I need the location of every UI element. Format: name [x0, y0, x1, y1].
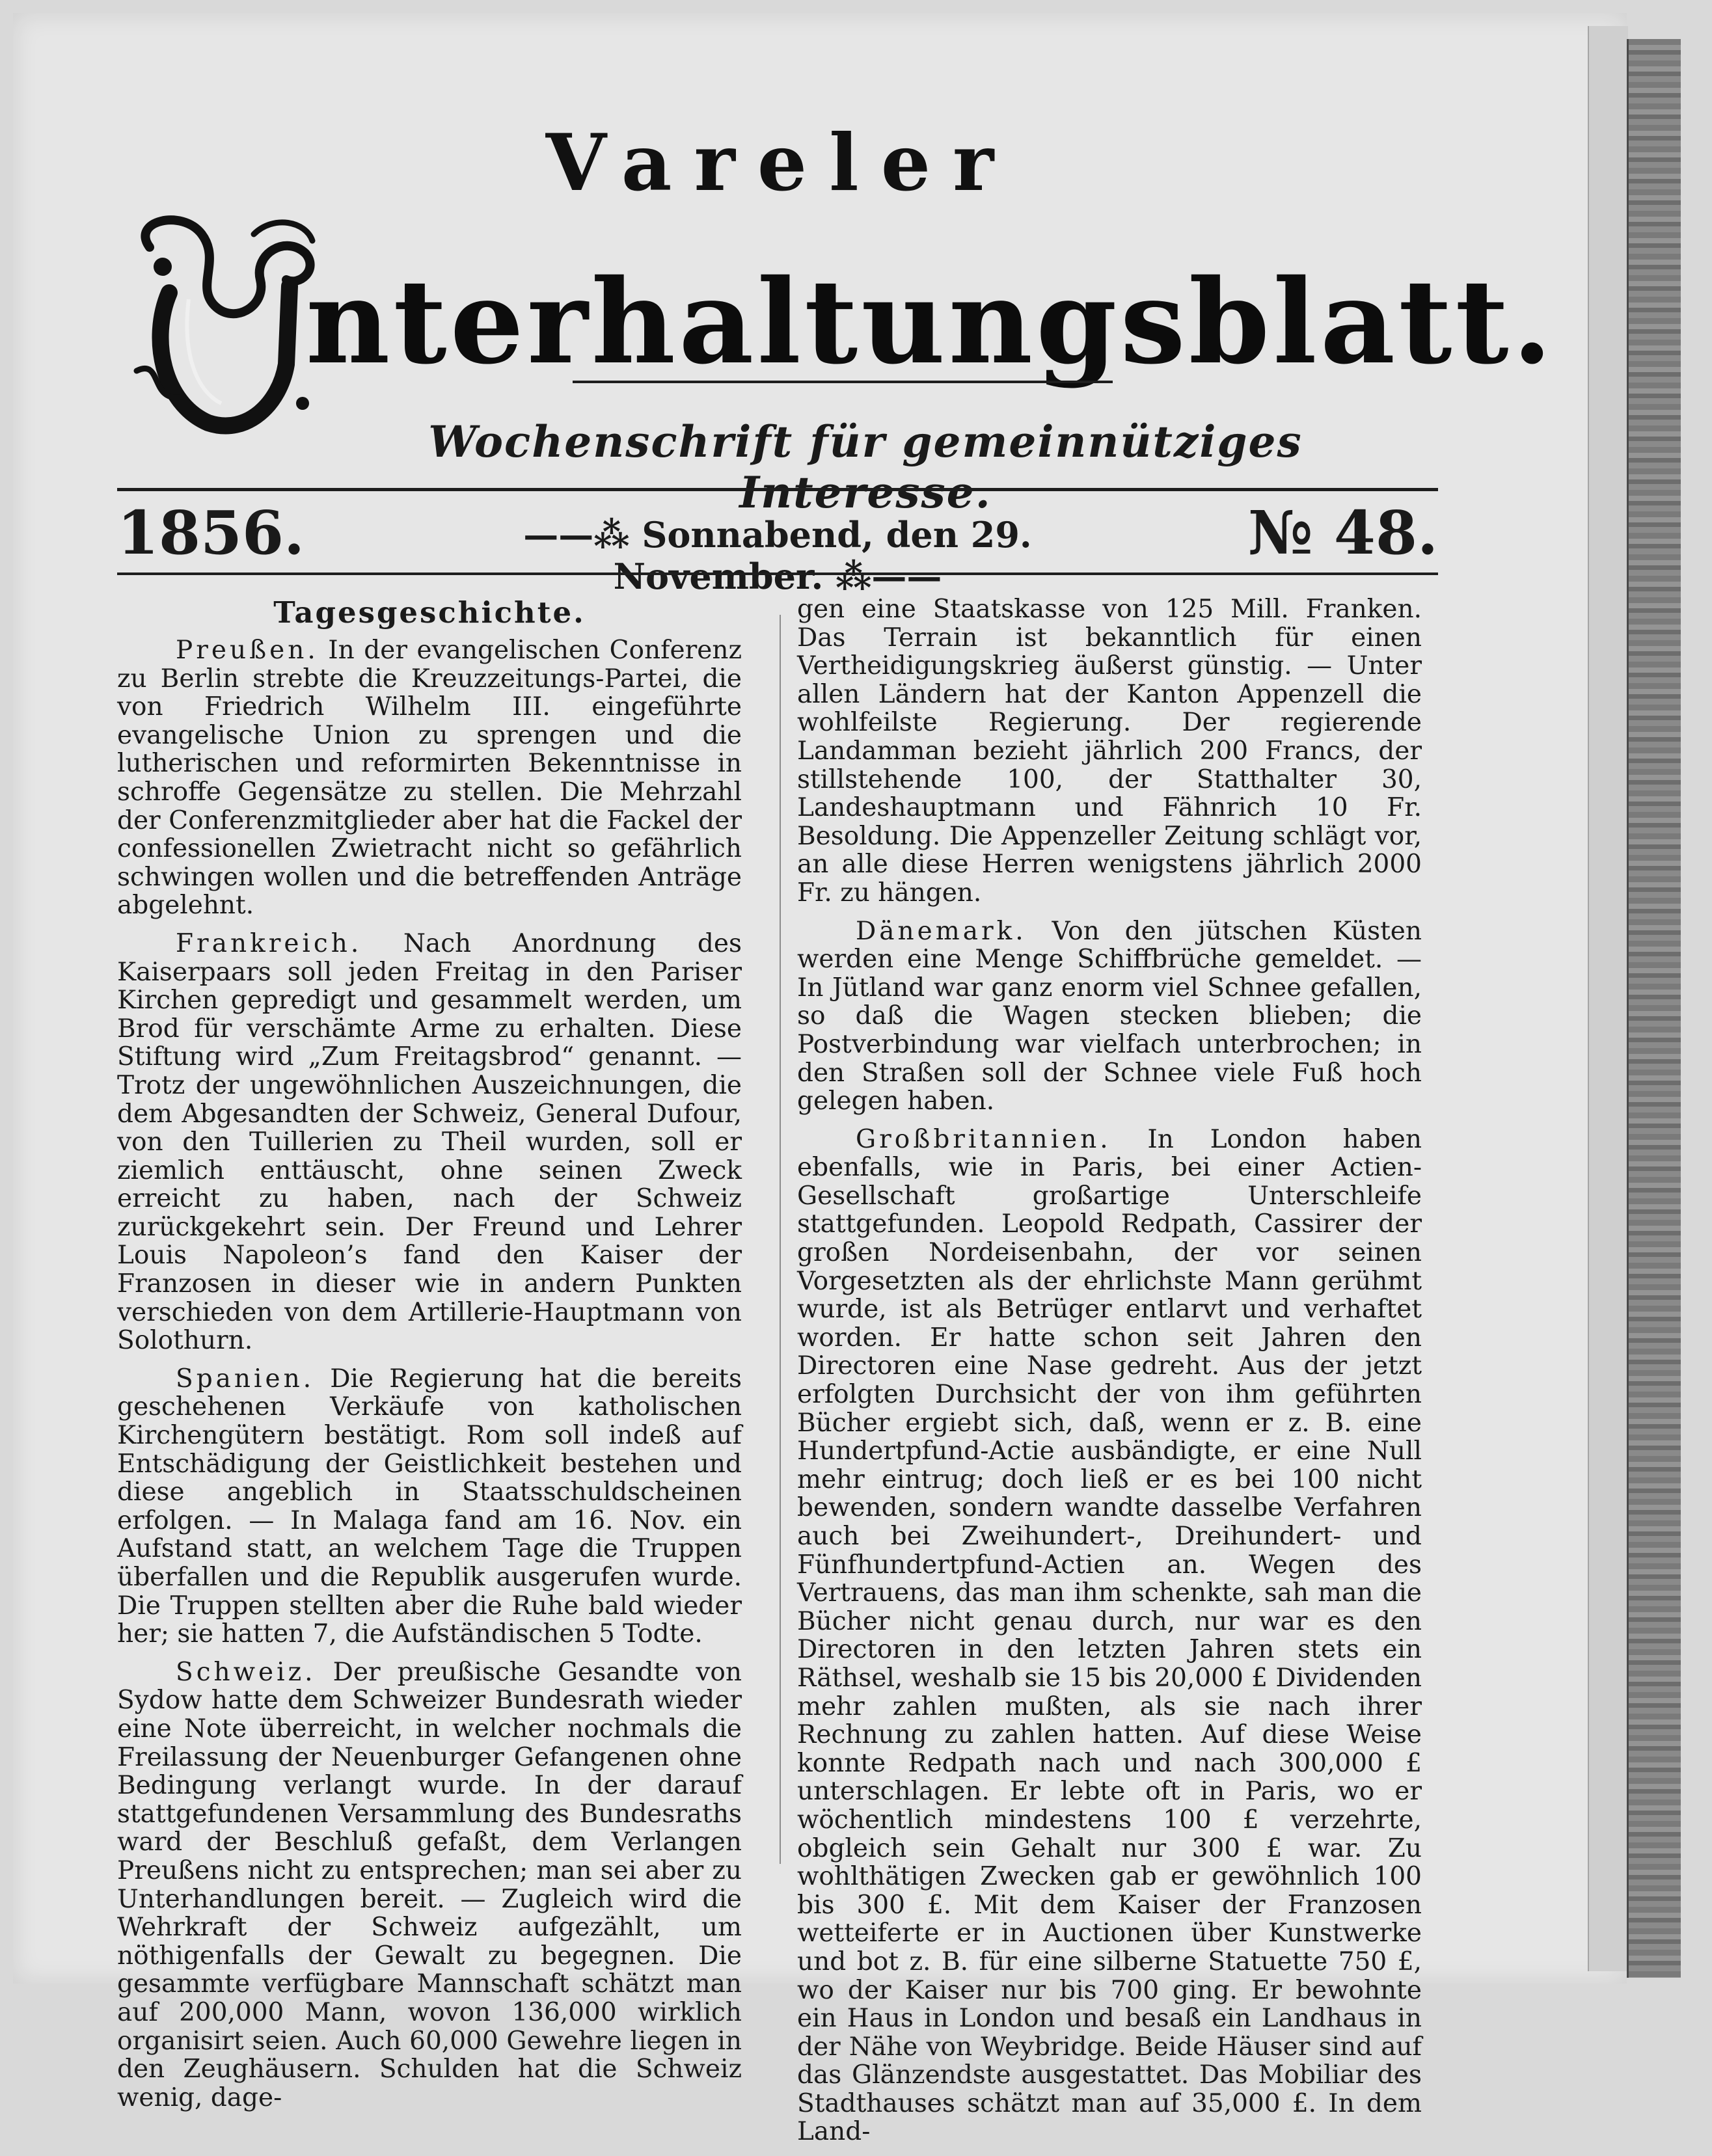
- article-schweiz: [117, 1658, 742, 2112]
- masthead-title-top: Vareler: [545, 117, 1016, 209]
- article-country: Schweiz.: [176, 1657, 316, 1687]
- article-country: Preußen.: [176, 636, 319, 665]
- binding-board: [1588, 26, 1628, 1971]
- ornamental-initial-u-icon: [124, 208, 332, 442]
- article-country: Spanien.: [176, 1364, 315, 1394]
- article-text: Der preußische Gesandte von Sydow hatte dem Schweizer Bundesrath wieder eine Note überreicht, in welcher nochmals die Freilassung der Neuenburger Gefangenen ohne Bedingung verlangt wurde. In der darauf stattgefundenen Versammlung des Bundesraths ward der Beschluß gefaßt, dem Verlangen Preußens nicht zu entsprechen; man sei aber zu Unterhandlungen bereit. — Zugleich wird die Wehrkraft der Schweiz aufgezählt, um nöthigenfalls der Gewalt zu begegnen. Die gesammte verfügbare Mannschaft schätzt man auf 200,000 Mann, wovon 136,000 wirklich organisirt seien. Auch 60,000 Gewehre liegen in den Zeughäusern. Schulden hat die Schweiz wenig, dage-: [117, 1657, 742, 2112]
- article-text: Von den jütschen Küsten werden eine Menge Schiffbrüche gemeldet. — In Jütland war ganz enorm viel Schnee gefallen, so daß die Wagen stecken blieben; die Postverbindung war vielfach unterbrochen; in den Straßen soll der Schnee viele Fuß hoch gelegen haben.: [797, 916, 1422, 1116]
- article-text: Nach Anordnung des Kaiserpaars soll jeden Freitag in den Pariser Kirchen gepredigt und gesammelt werden, um Brod für verschämte Arme zu erhalten. Diese Stiftung wird „Zum Freitagsbrod“ genannt. — Trotz der ungewöhnlichen Auszeichnungen, die dem Abgesandten der Schweiz, General Dufour, von den Tuillerien zu Theil wurden, soll er ziemlich enttäuscht, ohne seinen Zweck erreicht zu haben, nach der Schweiz zurückgekehrt sein. Der Freund und Lehrer Louis Napoleon’s fand den Kaiser der Franzosen in dieser wie in andern Punkten verschieden von dem Artillerie-Hauptmann von Solothurn.: [117, 928, 742, 1356]
- issue-number: № 48.: [1247, 498, 1438, 568]
- article-preussen: [117, 636, 742, 920]
- issue-year: 1856.: [117, 498, 305, 568]
- dateline: [117, 498, 1438, 597]
- article-country: Dänemark.: [856, 916, 1027, 946]
- article-text: Die Regierung hat die bereits geschehenen Verkäufe von katholischen Kirchengütern bestätigt. Rom soll indeß auf Entschädigung der Geistlichkeit bestehen und diese angeblich in Staatsschuldscheinen erfolgen. — In Malaga fand am 16. Nov. ein Aufstand statt, an welchem Tage die Truppen überfallen und die Republik ausgerufen wurde. Die Truppen stellten aber die Ruhe bald wieder her; sie hatten 7, die Aufständischen 5 Todte.: [117, 1364, 742, 1649]
- issue-date: [423, 514, 1132, 597]
- title-rule: [573, 381, 1113, 383]
- dateline-ornament-right-icon: ⁂——: [823, 556, 942, 597]
- masthead-title-main: nterhaltungsblatt.: [306, 254, 1556, 390]
- column-left: [117, 595, 742, 2122]
- article-grossbritannien: [797, 1125, 1422, 2146]
- dateline-ornament-left-icon: ——⁂: [523, 514, 642, 556]
- top-rule: [117, 488, 1438, 491]
- column-right: [797, 595, 1422, 2156]
- article-text: In London haben ebenfalls, wie in Paris, bei einer Actien-Gesellschaft großartige Unterschleife stattgefunden. Leopold Redpath, Cassirer der großen Nordeisenbahn, der vor seinen Vorgesetzten als der ehrlichste Mann gerühmt wurde, ist als Betrüger entlarvt und verhaftet worden. Er hatte schon seit Jahren den Directoren eine Nase gedreht. Aus der jetzt erfolgten Durchsicht der von ihm geführten Bücher ergiebt sich, daß, wenn er z. B. eine Hundertpfund-Actie ausbändigte, er eine Null mehr eintrug; doch ließ er es bei 100 nicht bewenden, sondern wandte dasselbe Verfahren auch bei Zweihundert-, Dreihundert- und Fünfhundertpfund-Actien an. Wegen des Vertrauens, das man ihm schenkte, sah man die Bücher nicht genau durch, nur war es den Directoren in den letzten Jahren stets ein Räthsel, weshalb sie 15 bis 20,000 £ Dividenden mehr zahlen mußten, als sie nach ihrer Rechnung zu zahlen hatten. Auf diese Weise konnte Redpath nach und nach 300,000 £ unterschlagen. Er lebte oft in Paris, wo er wöchentlich mindestens 100 £ verzehrte, obgleich sein Gehalt nur 300 £ war. Zu wohlthätigen Zwecken gab er gewöhnlich 100 bis 300 £. Mit dem Kaiser der Franzosen wetteiferte er in Auctionen über Kunstwerke und bot z. B. für eine silberne Statuette 750 £, wo der Kaiser nur bis 700 ging. Er bewohnte ein Haus in London und besaß ein Landhaus in der Nähe von Weybridge. Beide Häuser sind auf das Glänzendste ausgestattet. Das Mobiliar des Stadthauses schätzt man auf 35,000 £. In dem Land-: [797, 1124, 1422, 2147]
- article-daenemark: [797, 917, 1422, 1116]
- article-text: In der evangelischen Conferenz zu Berlin strebte die Kreuzzeitungs-Partei, die von Friedrich Wilhelm III. eingeführte evangelische Union zu sprengen und die lutherischen und reformirten Bekenntnisse in schroffe Gegensätze zu stellen. Die Mehrzahl der Conferenzmitglieder aber hat die Fackel der confessionellen Zwietracht nicht so gefährlich schwingen wollen und die betreffenden Anträge abgelehnt.: [117, 636, 742, 921]
- article-frankreich: [117, 930, 742, 1355]
- masthead-subtitle: Wochenschrift für gemeinnütziges Interesse.: [428, 416, 1303, 518]
- article-country: Frankreich.: [176, 928, 362, 958]
- section-heading: Tagesgeschichte.: [273, 595, 586, 630]
- article-spanien: [117, 1365, 742, 1649]
- column-divider: [780, 615, 781, 1864]
- article-schweiz-continued: gen eine Staatskasse von 125 Mill. Franken. Das Terrain ist bekanntlich für einen Vertheidigungskrieg äußerst günstig. — Unter allen Ländern hat der Kanton Appenzell die wohlfeilste Regierung. Der regierende Landamman bezieht jährlich 200 Francs, der stillstehende 100, der Statthalter 30, Landeshauptmann und Fähnrich 10 Fr. Besoldung. Die Appenzeller Zeitung schlägt vor, an alle diese Herren wenigstens jährlich 2000 Fr. zu hängen.: [797, 595, 1422, 908]
- article-country: Großbritannien.: [856, 1124, 1111, 1154]
- issue-date-text: Sonnabend, den 29. November.: [613, 514, 1032, 597]
- bottom-rule: [117, 573, 1438, 575]
- book-spine-edge: [1627, 39, 1681, 1978]
